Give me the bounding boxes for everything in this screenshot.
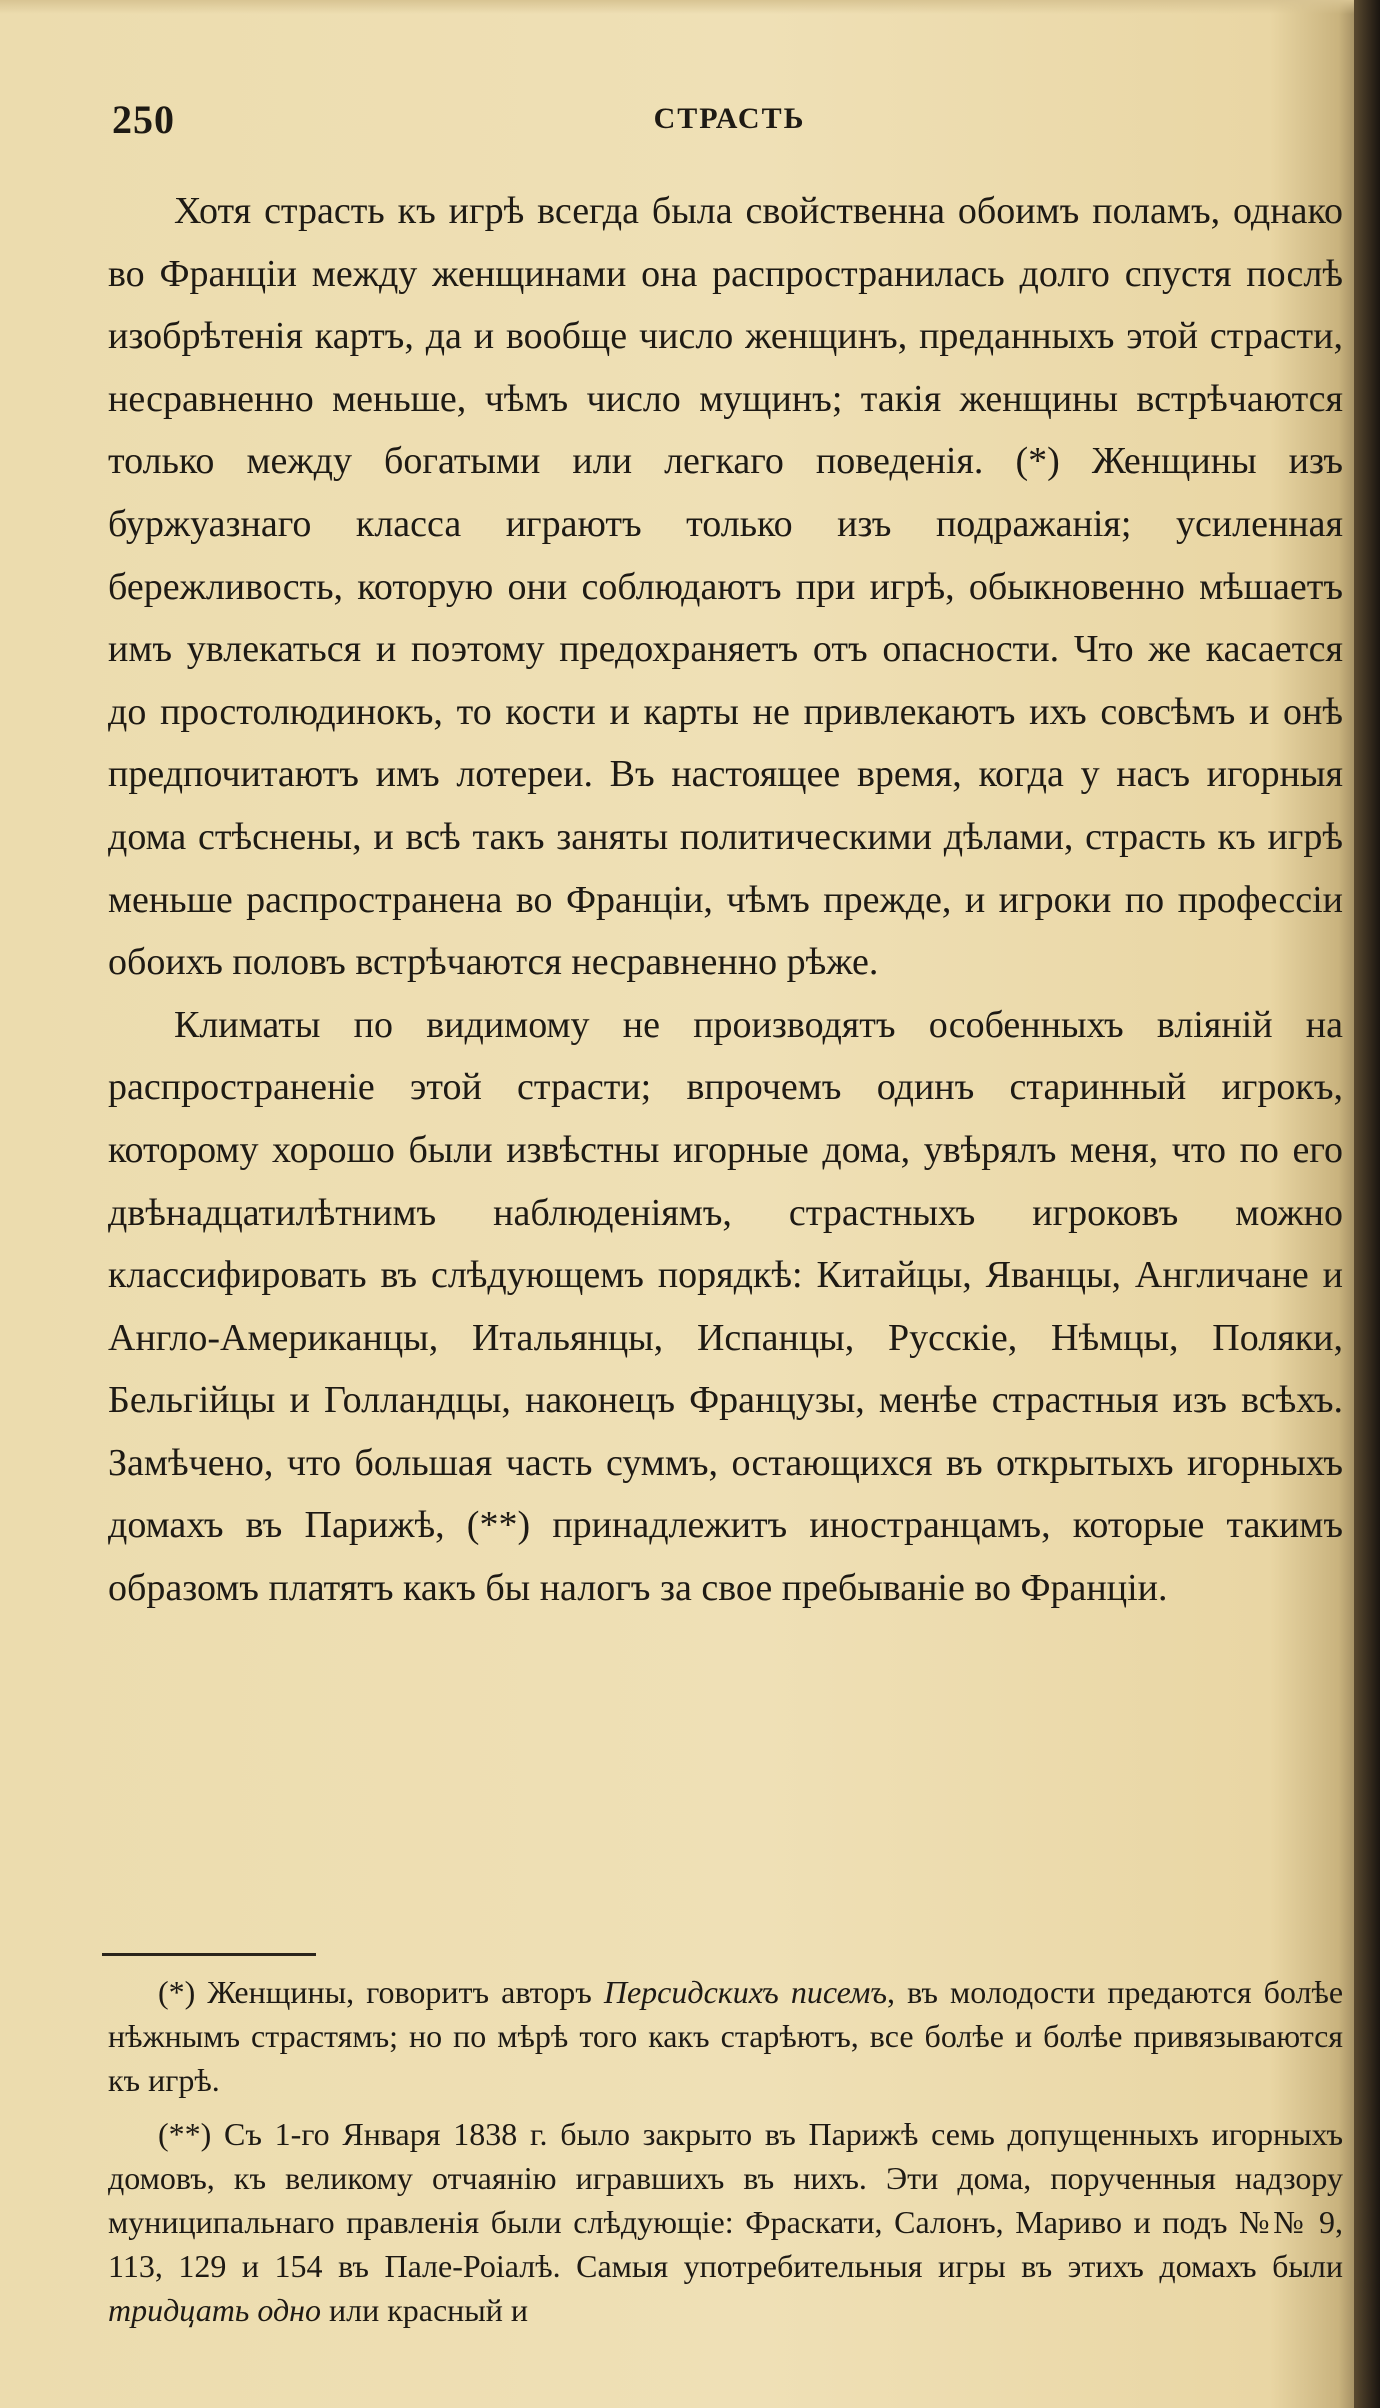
footnote-1 — [108, 1970, 1343, 2102]
paragraph-1: Хотя страсть къ игрѣ всегда была свойственна обоимъ поламъ, однако во Франціи между женщинами она распространилась долго спустя послѣ изобрѣтенія картъ, да и вообще число женщинъ, преданныхъ этой страсти, несравненно меньше, чѣмъ число мущинъ; такія женщины встрѣчаются только между богатыми или легкаго поведенія. (*) Женщины изъ буржуазнаго класса играютъ только изъ подражанія; усиленная бережливость, которую они соблюдаютъ при игрѣ, обыкновенно мѣшаетъ имъ увлекаться и поэтому предохраняетъ отъ опасности. Что же касается до простолюдинокъ, то кости и карты не привлекаютъ ихъ совсѣмъ и онѣ предпочитаютъ имъ лотереи. Въ настоящее время, когда у насъ игорныя дома стѣснены, и всѣ такъ заняты политическими дѣлами, страсть къ игрѣ меньше распространена во Франціи, чѣмъ прежде, и игроки по профессіи обоихъ половъ встрѣчаются несравненно рѣже. — [108, 190, 1343, 984]
footnote-1-text: (*) Женщины, говоритъ авторъ — [158, 1974, 604, 2010]
footnote-2 — [108, 2112, 1343, 2332]
running-title: СТРАСТЬ — [653, 102, 806, 135]
footnote-separator — [102, 1953, 316, 1956]
main-text — [108, 180, 1343, 1620]
footnote-2-game-name: тридцать одно — [108, 2292, 321, 2328]
footnote-1-book-title: Персидскихъ писемъ — [603, 1974, 888, 2010]
page-number: 250 — [112, 97, 175, 142]
book-spine-shadow — [1354, 0, 1380, 2408]
footnote-2-text-end: или красный и — [321, 2292, 529, 2328]
page-top-edge — [0, 0, 1380, 14]
footnote-2-text: (**) Съ 1-го Января 1838 г. было закрыто въ Парижѣ семь допущенныхъ игорныхъ домовъ, къ великому отчаянію игравшихъ въ нихъ. Эти дома, порученныя надзору муниципальнаго правленія были слѣдующіе: Фраскати, Салонъ, Мариво и подъ №№ 9, 113, 129 и 154 въ Пале-Роіалѣ. Самыя употребительныя игры въ этихъ домахъ были — [108, 2116, 1343, 2284]
footnotes — [108, 1970, 1343, 2332]
paragraph-2: Климаты по видимому не производятъ особенныхъ вліяній на распространеніе этой страсти; впрочемъ одинъ старинный игрокъ, которому хорошо были извѣстны игорные дома, увѣрялъ меня, что по его двѣнадцатилѣтнимъ наблюденіямъ, страстныхъ игроковъ можно классифировать въ слѣдующемъ порядкѣ: Китайцы, Яванцы, Англичане и Англо-Американцы, Итальянцы, Испанцы, Русскіе, Нѣмцы, Поляки, Бельгійцы и Голландцы, наконецъ Французы, менѣе страстныя изъ всѣхъ. Замѣчено, что большая часть суммъ, остающихся въ открытыхъ игорныхъ домахъ въ Парижѣ, (**) принадлежитъ иностранцамъ, которые такимъ образомъ платятъ какъ бы налогъ за свое пребываніе во Франціи. — [108, 1003, 1343, 1610]
page-header — [112, 96, 1347, 140]
footnote-1-text-end: , въ молодости предаются болѣе нѣжнымъ страстямъ; но по мѣрѣ того какъ старѣютъ, все болѣе и болѣе привязываются къ игрѣ. — [108, 1974, 1344, 2098]
